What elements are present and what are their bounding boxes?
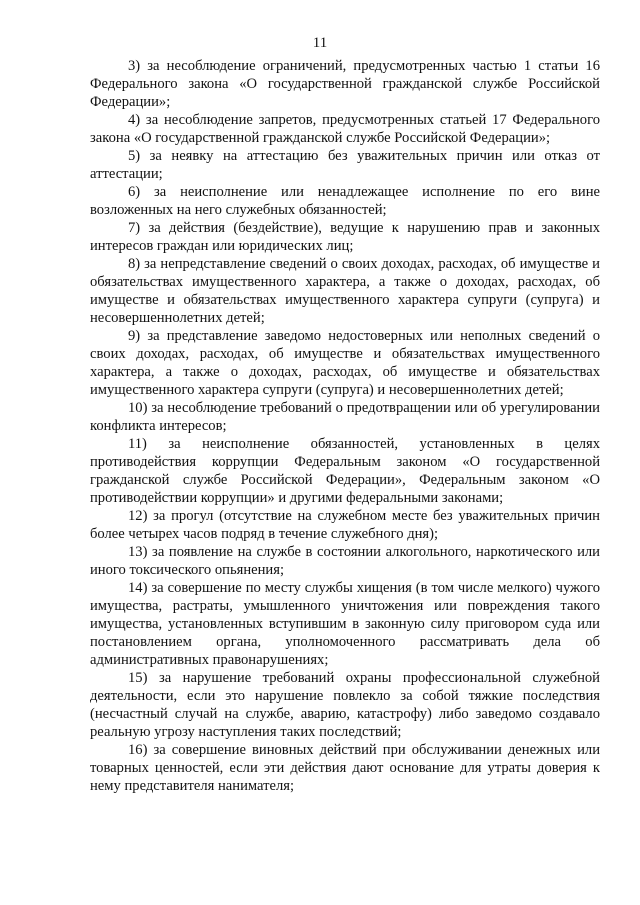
list-item: 16) за совершение виновных действий при обслуживании денежных или товарных ценностей, если эти действия дают основание для утраты доверия к нему представителя нанимателя; — [90, 742, 600, 794]
list-item: 3) за несоблюдение ограничений, предусмотренных частью 1 статьи 16 Федерального закона «О государственной гражданской службе Российской Федерации»; — [90, 58, 600, 110]
page-number: 11 — [312, 35, 328, 51]
list-item: 10) за несоблюдение требований о предотвращении или об урегулировании конфликта интересов; — [90, 400, 600, 434]
list-item: 6) за неисполнение или ненадлежащее исполнение по его вине возложенных на него служебных обязанностей; — [90, 184, 600, 218]
list-item: 7) за действия (бездействие), ведущие к нарушению прав и законных интересов граждан или юридических лиц; — [90, 220, 600, 254]
document-body — [90, 57, 600, 795]
list-item: 11) за неисполнение обязанностей, установленных в целях противодействия коррупции Федеральным законом «О государственной гражданской службе Российской Федерации», Федеральным законом «О противодействии коррупции» и другими федеральными законами; — [90, 436, 600, 506]
list-item: 14) за совершение по месту службы хищения (в том числе мелкого) чужого имущества, растраты, умышленного уничтожения или повреждения такого имущества, установленных вступившим в законную силу приговором суда или постановлением органа, уполномоченного рассматривать дела об административных правонарушениях; — [90, 580, 600, 668]
list-item: 4) за несоблюдение запретов, предусмотренных статьей 17 Федерального закона «О государственной гражданской службе Российской Федерации»; — [90, 112, 600, 146]
list-item: 12) за прогул (отсутствие на служебном месте без уважительных причин более четырех часов подряд в течение служебного дня); — [90, 508, 600, 542]
list-item: 15) за нарушение требований охраны профессиональной служебной деятельности, если это нарушение повлекло за собой тяжкие последствия (несчастный случай на службе, аварию, катастрофу) либо заведомо создавало реальную угрозу наступления таких последствий; — [90, 670, 600, 740]
list-item: 5) за неявку на аттестацию без уважительных причин или отказ от аттестации; — [90, 148, 600, 182]
list-item: 9) за представление заведомо недостоверных или неполных сведений о своих доходах, расходах, об имуществе и обязательствах имущественного характера, а также о доходах, расходах, об имуществе и обязательствах имущественного характера супруги (супруга) и несовершеннолетних детей; — [90, 328, 600, 398]
list-item: 8) за непредставление сведений о своих доходах, расходах, об имуществе и обязательствах имущественного характера, а также о доходах, расходах, об имуществе и обязательствах имущественного характера супруги (супруга) и несовершеннолетних детей; — [90, 256, 600, 326]
list-item: 13) за появление на службе в состоянии алкогольного, наркотического или иного токсического опьянения; — [90, 544, 600, 578]
